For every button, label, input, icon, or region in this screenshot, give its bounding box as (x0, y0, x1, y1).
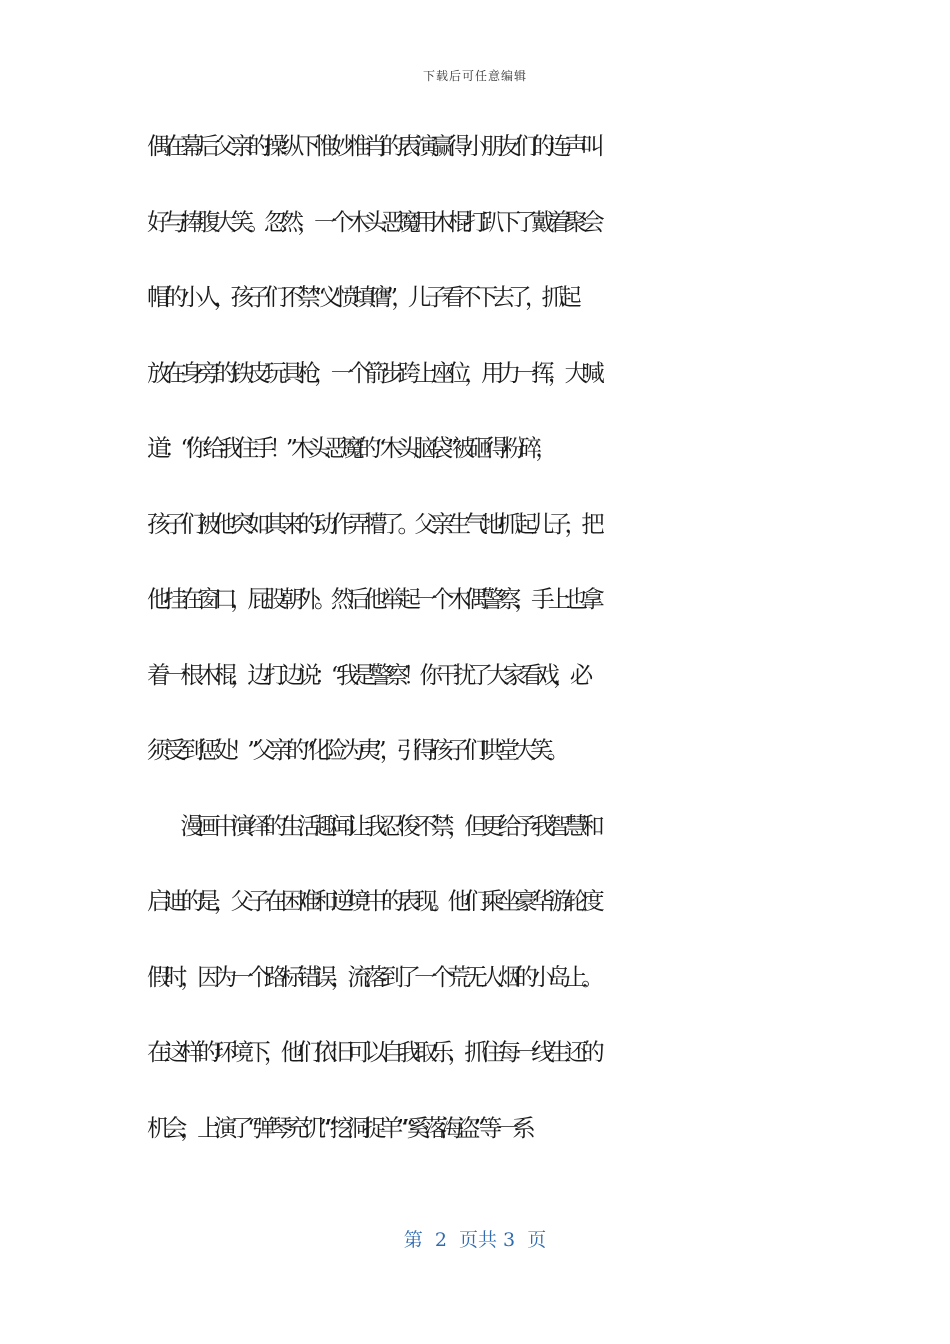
text-line: 在这样的环境下，他们依旧可以自我取乐，抓住每一线生还的 (147, 1038, 598, 1066)
body-text (147, 118, 797, 1175)
text-line: 启迪的是，父子在困难和逆境中的表现。他们乘坐豪华游轮度 (147, 887, 598, 915)
text-line: 假时，因为一个路标错误，流落到了一个荒无人烟的小岛上。 (147, 962, 598, 991)
text-line: 道：“你给我住手！”木头恶魔的“木头脑袋”被砸得粉碎， (147, 434, 552, 462)
text-line: 孩子们被他突如其来的动作弄懵了。父亲生气地抓起儿子，把 (147, 509, 598, 538)
text-line: 须受到惩处！”父亲的“化险为夷”，引得孩子们哄堂大笑。 (147, 736, 564, 764)
paragraph-start-line: 漫画中演绎的生活趣闻让我忍俊不禁，但更给予我智慧和 (147, 811, 598, 840)
text-line: 放在身旁的铁皮玩具枪，一个箭步跨上座位，用力一挥，大喊 (147, 358, 598, 387)
page-number: 第 2 页共 3 页 (403, 1229, 547, 1251)
text-line: 偶在幕后父亲的操纵下惟妙惟肖的表演赢得小朋友们的连声叫 (147, 132, 598, 160)
text-line: 机会，上演了“弹琴充饥”“挖洞捉羊”“奚落海盗”等一系 (147, 1113, 529, 1142)
text-line: 帽的小人，孩子们不禁“义愤填膺”，儿子看不下去了，抓起 (147, 283, 575, 311)
page-header-note: 下载后可任意编辑 (422, 69, 527, 83)
text-line: 着一根木棍，边打边说：“我是警察！你干扰了大家看戏，必 (147, 660, 587, 689)
text-line: 好与捧腹大笑。忽然，一个木头恶魔用木棍打趴下了戴着聚会 (147, 207, 598, 236)
text-line: 他挂在窗口，屁股朝外。然后他举起一个木偶警察，手上也拿 (147, 585, 598, 613)
